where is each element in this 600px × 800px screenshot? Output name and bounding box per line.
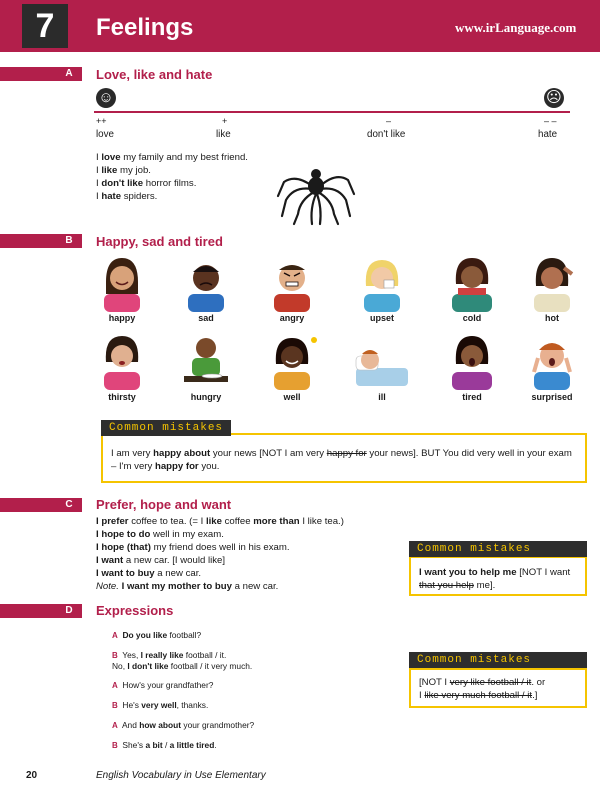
label-ill: ill (378, 392, 386, 402)
scale-symbol-like: + (222, 116, 228, 126)
scale-word-love: love (96, 129, 114, 140)
common-mistakes-tag-d: Common mistakes (409, 652, 587, 668)
common-mistakes-box-d: [NOT I very like football / it. or I like very much football / it.] (409, 668, 587, 708)
section-a-letter: A (58, 67, 80, 81)
common-mistakes-box-c: I want you to help me [NOT I want that you help me]. (409, 556, 587, 596)
feeling-scale-line (94, 111, 570, 113)
site-url: www.irLanguage.com (455, 20, 577, 35)
scale-word-hate: hate (538, 129, 558, 140)
section-d-title: Expressions (96, 603, 174, 618)
common-mistakes-tag-c: Common mistakes (409, 541, 587, 557)
page-number: 20 (26, 770, 38, 781)
scale-symbol-dont-like: – (386, 116, 392, 126)
want-to-buy-line: I want to buy a new car. (96, 568, 202, 579)
dialogue-line: A And how about your grandmother? (112, 720, 255, 730)
section-d-letter: D (58, 604, 80, 618)
thirsty-person-icon (94, 332, 150, 390)
section-c-title: Prefer, hope and want (96, 497, 232, 512)
dialogue-line: B He's very well, thanks. (112, 700, 209, 710)
angry-person-icon (264, 254, 320, 312)
upset-person-icon (354, 254, 410, 312)
want-line: I want a new car. [I would like] (96, 555, 226, 566)
tired-person-icon (444, 332, 500, 390)
unit-number: 7 (22, 4, 68, 48)
book-title: English Vocabulary in Use Elementary (96, 770, 266, 781)
label-thirsty: thirsty (108, 392, 136, 402)
scale-word-dont-like: don't like (367, 129, 406, 140)
example-dont-like: I don't like horror films. (96, 178, 197, 189)
example-hate: I hate spiders. (96, 191, 158, 202)
cold-person-icon (444, 254, 500, 312)
common-mistakes-tag-b: Common mistakes (101, 420, 231, 436)
dialogue-line: A Do you like football? (112, 630, 202, 640)
hungry-person-icon (178, 332, 234, 390)
happy-face-icon: ☺ (96, 88, 116, 108)
section-c-letter: C (58, 498, 80, 512)
section-a-examples (96, 151, 286, 203)
spider-illustration (276, 156, 356, 226)
surprised-person-icon (524, 332, 580, 390)
dialogue-line: B She's a bit / a little tired. (112, 740, 217, 750)
sad-person-icon (178, 254, 234, 312)
example-love: I love my family and my best friend. (96, 152, 248, 163)
hope-that-line: I hope (that) my friend does well in his exam. (96, 542, 290, 553)
label-hot: hot (545, 313, 559, 323)
ill-person-icon (354, 332, 410, 390)
label-tired: tired (462, 392, 482, 402)
section-a-title: Love, like and hate (96, 67, 213, 82)
scale-symbol-hate: – – (544, 116, 557, 126)
label-cold: cold (462, 313, 482, 323)
scale-word-like: like (216, 129, 231, 140)
hot-person-icon (524, 254, 580, 312)
example-like: I like my job. (96, 165, 151, 176)
hope-to-line: I hope to do well in my exam. (96, 529, 224, 540)
label-upset: upset (369, 313, 394, 323)
note-line: Note. I want my mother to buy a new car. (96, 581, 279, 592)
label-angry: angry (279, 313, 305, 323)
section-c-examples (96, 515, 396, 593)
happy-person-icon (94, 254, 150, 312)
sad-face-icon: ☹ (544, 88, 564, 108)
label-well: well (283, 392, 301, 402)
dialogue-line: B Yes, I really like football / it. No, I don't like football / it very much. (112, 650, 253, 671)
page-title: Feelings (96, 14, 194, 41)
label-hungry: hungry (190, 392, 222, 402)
dialogue-line: A How's your grandfather? (112, 680, 214, 690)
well-person-icon (264, 332, 320, 390)
label-surprised: surprised (531, 392, 573, 402)
section-b-letter: B (58, 234, 80, 248)
section-b-title: Happy, sad and tired (96, 234, 223, 249)
dialogue-list (112, 630, 397, 760)
common-mistakes-box-b: I am very happy about your news [NOT I am very happy for your news]. BUT You did very well in your exam – I'm very happy for you. (101, 433, 587, 483)
label-happy: happy (108, 313, 136, 323)
scale-symbol-love: ++ (96, 116, 107, 126)
prefer-line: I prefer coffee to tea. (= I like coffee more than I like tea.) (96, 516, 344, 527)
label-sad: sad (198, 313, 214, 323)
